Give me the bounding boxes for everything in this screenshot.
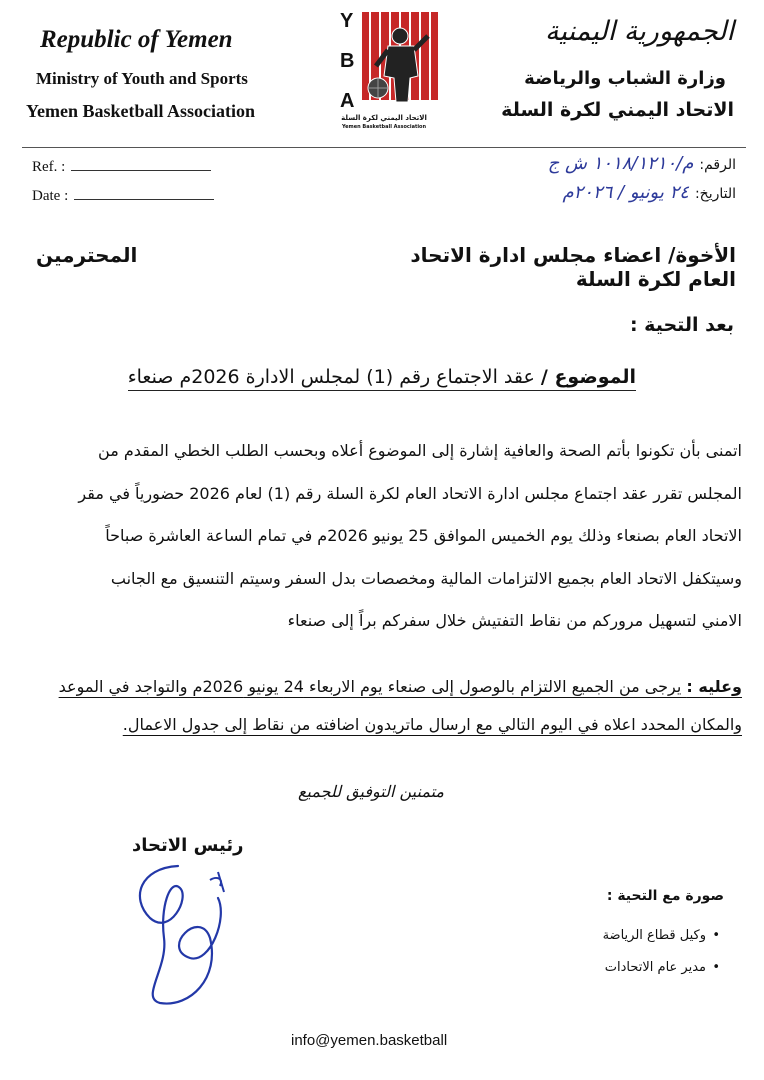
greeting: بعد التحية : (629, 314, 734, 336)
paragraph-line: وسيتكفل الاتحاد العام بجميع الالتزامات المالية ومخصصات بدل السفر وسيتم التنسيق مع الجانب (110, 568, 742, 588)
association-logo (318, 6, 448, 134)
accordingly-text: يرجى من الجميع الالتزام بالوصول إلى صنعاء يوم الاربعاء 24 يونيو 2026م والتواجد في الموعد (58, 677, 687, 696)
president-title: رئيس الاتحاد (132, 835, 244, 856)
date-field (32, 187, 214, 205)
arabic-date-label: التاريخ: (694, 186, 736, 202)
respected-label: المحترمين (36, 243, 138, 267)
date-line (74, 187, 214, 200)
closing-phrase: متمنين التوفيق للجميع (298, 782, 444, 801)
paragraph-line: الاتحاد العام بصنعاء وذلك يوم الخميس الموافق 25 يونيو 2026م في تمام الساعة العاشرة صباحاً (105, 526, 742, 545)
arabic-ministry-name: وزارة الشباب والرياضة (524, 68, 726, 89)
cc-list-item: وكيل قطاع الرياضة • (603, 928, 706, 943)
logo-english-caption: Yemen Basketball Association (341, 124, 427, 130)
subject-label: الموضوع / (540, 366, 636, 388)
addressee: الأخوة/ اعضاء مجلس ادارة الاتحاد العام لكرة السلة (410, 243, 736, 291)
header-divider (22, 147, 746, 148)
subject-text: عقد الاجتماع رقم (1) لمجلس الادارة 2026م صنعاء (127, 366, 541, 388)
paragraph-line: المجلس تقرر عقد اجتماع مجلس ادارة الاتحاد العام لكرة السلة رقم (1) لعام 2026 حضورياً في مقر (78, 483, 742, 503)
cc-title: صورة مع التحية : (606, 888, 724, 904)
subject-line (128, 366, 636, 391)
arabic-ref-label: الرقم: (699, 157, 736, 173)
accordingly-line-2: والمكان المحدد اعلاه في اليوم التالي مع ارسال ماتريدون اضافته من نقاط إلى جدول الاعمال. (122, 715, 742, 734)
logo-letter-b: B (340, 50, 355, 72)
logo-arabic-caption: الاتحاد اليمني لكرة السلة (341, 114, 427, 122)
arabic-association-name: الاتحاد اليمني لكرة السلة (501, 99, 734, 121)
paragraph-line: اتمنى بأن تكونوا بأتم الصحة والعافية إشارة إلى الموضوع أعلاه وبحسب الطلب الخطي المقدم من (98, 441, 742, 460)
paragraph-line: الامني لتسهيل مروركم من نقاط التفتيش خلال سفركم براً إلى صنعاء (287, 611, 742, 630)
body-paragraph (22, 430, 742, 643)
logo-letter-a: A (340, 90, 355, 112)
arabic-ref-value: م/١٠١٨/١٢١٠ ش ج (547, 153, 694, 174)
cc-list-item: مدير عام الاتحادات • (605, 960, 706, 975)
footer-email[interactable]: info@yemen.basketball (291, 1032, 448, 1049)
arabic-header-title: الجمهورية اليمنية (544, 16, 734, 47)
basketball-player-icon (318, 6, 448, 116)
ref-label: Ref. : (32, 159, 66, 175)
english-header-title: Republic of Yemen (40, 26, 233, 53)
arabic-date (562, 182, 736, 203)
accordingly-paragraph (22, 668, 742, 744)
english-association-name: Yemen Basketball Association (26, 101, 256, 121)
ref-field (32, 158, 211, 176)
logo-letter-y: Y (340, 10, 354, 32)
arabic-ref (548, 153, 736, 174)
accordingly-label: وعليه : (686, 677, 742, 696)
signature (120, 858, 250, 1008)
english-ministry-name: Ministry of Youth and Sports (36, 69, 248, 88)
arabic-date-value: ٢٤ يونيو / ٢٠٢٦م (562, 182, 689, 203)
ref-line (71, 158, 211, 171)
date-label: Date : (32, 188, 69, 204)
accordingly-line (22, 668, 742, 706)
